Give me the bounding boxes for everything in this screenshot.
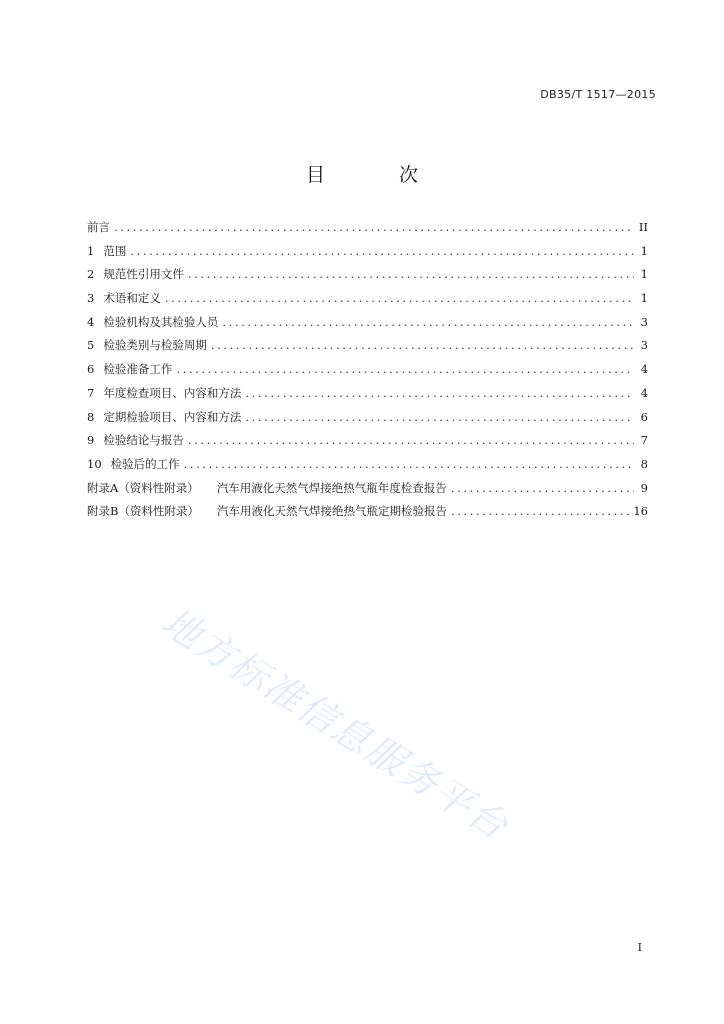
- toc-leader-dots: [222, 312, 634, 332]
- toc-leader-dots: [245, 407, 634, 427]
- toc-entry-label: 检验后的工作: [110, 456, 180, 471]
- toc-entry-page: 3: [640, 314, 648, 329]
- toc-entry-page: 3: [640, 338, 648, 353]
- toc-entry-label: 术语和定义: [103, 291, 161, 306]
- toc-entry-page: 1: [640, 291, 648, 306]
- toc-entry-label: 附录A（资料性附录）: [87, 480, 199, 495]
- toc-entry-label: 前言: [87, 220, 110, 234]
- toc-entry-post-inspection[interactable]: [87, 454, 648, 478]
- toc-title: 目 次: [305, 164, 453, 186]
- toc-entry-number: 7: [87, 385, 95, 400]
- toc-entry-normative-references[interactable]: [87, 264, 648, 288]
- toc-entry-number: 5: [87, 338, 95, 353]
- toc-entry-number: 8: [87, 409, 95, 424]
- toc-leader-dots: [165, 288, 634, 308]
- toc-leader-dots: [188, 264, 634, 284]
- toc-entry-label: 检验结论与报告: [103, 433, 184, 448]
- toc-leader-dots: [451, 501, 629, 521]
- toc-entry-page: 4: [640, 362, 648, 377]
- toc-entry-page: 1: [640, 267, 648, 282]
- toc-entry-number: 3: [87, 291, 95, 306]
- toc-entry-number: 9: [87, 433, 95, 448]
- toc-entry-appendix-b[interactable]: [87, 501, 648, 525]
- toc-entry-foreword[interactable]: [87, 217, 648, 241]
- toc-entry-scope[interactable]: [87, 241, 648, 265]
- toc-entry-number: 2: [87, 267, 95, 282]
- toc-leader-dots: [211, 335, 634, 355]
- toc-entry-number: 4: [87, 314, 95, 329]
- toc-entry-page: 8: [640, 456, 648, 471]
- toc-entry-subtitle: 汽车用液化天然气焊接绝热气瓶年度检查报告: [216, 480, 447, 495]
- toc-entry-label: 范围: [103, 243, 127, 258]
- toc-entry-page: 6: [640, 409, 648, 424]
- table-of-contents: [87, 217, 648, 525]
- toc-leader-dots: [130, 241, 634, 261]
- toc-entry-label: 规范性引用文件: [103, 267, 184, 282]
- standard-code: DB35/T 1517—2015: [540, 88, 656, 101]
- toc-entry-periodic-inspection[interactable]: [87, 407, 648, 431]
- toc-leader-dots: [188, 430, 634, 450]
- toc-entry-annual-check[interactable]: [87, 383, 648, 407]
- toc-entry-terms-definitions[interactable]: [87, 288, 648, 312]
- toc-leader-dots: [184, 454, 634, 474]
- toc-entry-page: 7: [640, 433, 648, 448]
- toc-leader-dots: [245, 383, 634, 403]
- toc-entry-number: 10: [87, 456, 102, 471]
- toc-leader-dots: [114, 217, 634, 237]
- toc-entry-label: 检验准备工作: [103, 362, 173, 377]
- toc-entry-number: 6: [87, 362, 95, 377]
- toc-entry-label: 附录B（资料性附录）: [87, 504, 199, 519]
- toc-entry-page: 4: [640, 385, 648, 400]
- page-number: I: [637, 941, 642, 954]
- toc-entry-inspection-category[interactable]: [87, 335, 648, 359]
- toc-entry-inspection-body[interactable]: [87, 312, 648, 336]
- toc-entry-page: 9: [640, 480, 648, 495]
- toc-entry-page: II: [638, 220, 648, 234]
- toc-entry-label: 检验机构及其检验人员: [103, 314, 219, 329]
- toc-entry-appendix-a[interactable]: [87, 478, 648, 502]
- toc-entry-number: 1: [87, 243, 95, 258]
- toc-entry-page: 16: [633, 504, 648, 519]
- toc-leader-dots: [451, 478, 634, 498]
- toc-entry-preparation[interactable]: [87, 359, 648, 383]
- toc-entry-page: 1: [640, 243, 648, 258]
- toc-entry-label: 检验类别与检验周期: [103, 338, 207, 353]
- toc-entry-subtitle: 汽车用液化天然气焊接绝热气瓶定期检验报告: [216, 504, 447, 519]
- toc-entry-conclusion-report[interactable]: [87, 430, 648, 454]
- watermark: 地方标准信息服务平台: [153, 599, 517, 849]
- toc-entry-label: 定期检验项目、内容和方法: [103, 409, 242, 424]
- toc-leader-dots: [176, 359, 634, 379]
- toc-entry-label: 年度检查项目、内容和方法: [103, 385, 242, 400]
